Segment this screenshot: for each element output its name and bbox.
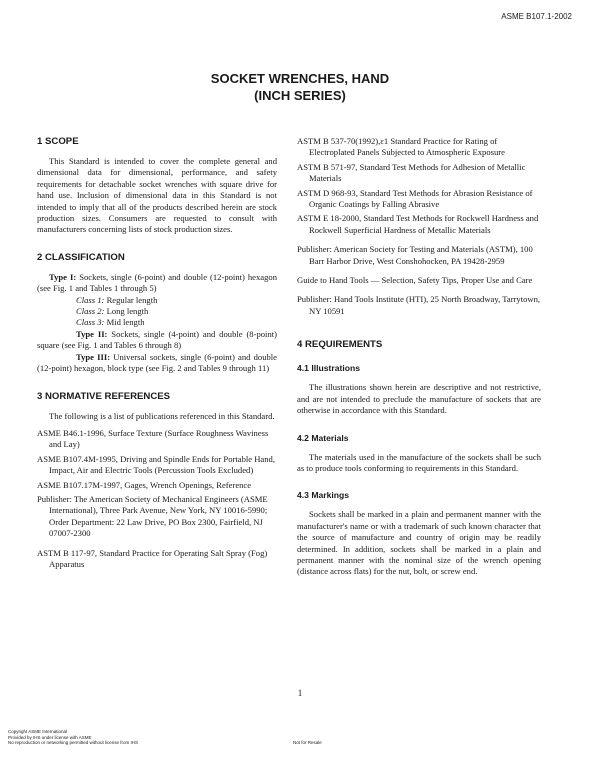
class-text: Mid length xyxy=(104,317,145,328)
reference-item: ASME B107.4M-1995, Driving and Spindle Ends for Portable Hand, Impact, Air and Electric Tools (Percussion Tools Excluded) xyxy=(37,453,275,476)
resale-notice: Not for Resale xyxy=(293,740,322,745)
class-text: Long length xyxy=(104,306,149,317)
class-label: Class 3: xyxy=(76,317,105,328)
reference-item: ASTM B 117-97, Standard Practice for Operating Salt Spray (Fog) Apparatus xyxy=(37,547,268,569)
subsection-heading: 4.1 Illustrations xyxy=(297,363,361,374)
reference-item: ASTM E 18-2000, Standard Test Methods for Rockwell Hardness and Rockwell Superficial Hardness of Metallic Materials xyxy=(297,213,539,235)
type-2-paragraph xyxy=(37,329,277,352)
reference-item: Publisher: The American Society of Mechanical Engineers (ASME International), Three Park Avenue, New York, NY 10016-5990; Order Department: 22 Law Drive, PO Box 2300, Fairfield, NJ 07007-2300 xyxy=(37,493,268,539)
references-continued xyxy=(297,136,541,317)
section-requirements xyxy=(297,339,541,577)
class-text: Regular length xyxy=(104,294,158,305)
type-3-paragraph xyxy=(37,352,277,375)
page-title xyxy=(0,70,600,104)
reference-item: Guide to Hand Tools — Selection, Safety Tips, Proper Use and Care xyxy=(297,275,533,286)
section-normative-references xyxy=(37,391,277,571)
left-column xyxy=(37,136,277,586)
section-heading: 2 CLASSIFICATION xyxy=(37,251,125,263)
footer-line: Provided by IHS under license with ASME xyxy=(8,734,92,740)
paragraph: Sockets shall be marked in a plain and permanent manner with the manufacturer's name or with a trademark of such known character that the source of manufacture and country of origin may be readily determined. In addition, sockets shall be marked in a plain and permanent manner with the nominal size of the wrench opening (distance across flats) for the nut, bolt, or screw end. xyxy=(297,509,541,577)
title-line-1: SOCKET WRENCHES, HAND xyxy=(210,71,390,86)
class-label: Class 2: xyxy=(76,306,105,317)
footer-line: No reproduction or networking permitted without license from IHS xyxy=(8,740,139,746)
class-item xyxy=(37,306,277,317)
paragraph: The illustrations shown herein are descriptive and not restrictive, and are not intended to preclude the manufacture of sockets that are otherwise in accordance with this Standard. xyxy=(297,382,541,416)
section-heading: 3 NORMATIVE REFERENCES xyxy=(37,390,171,402)
type-label: Type III: xyxy=(76,351,111,362)
class-item xyxy=(37,317,277,328)
reference-item: ASTM B 571-97, Standard Test Methods for Adhesion of Metallic Materials xyxy=(297,161,526,184)
type-text: Sockets, single (4-point) and double (8-point) square (see Fig. 1 and Tables 6 through 8) xyxy=(37,328,277,351)
reference-item: ASME B107.17M-1997, Gages, Wrench Openings, Reference xyxy=(37,479,252,490)
type-1-paragraph xyxy=(37,272,277,295)
section-heading: 4 REQUIREMENTS xyxy=(297,339,383,351)
paragraph: The following is a list of publications referenced in this Standard. xyxy=(49,410,275,421)
section-heading: 1 SCOPE xyxy=(37,136,79,147)
type-label: Type II: xyxy=(76,328,108,339)
page-number: 1 xyxy=(297,688,303,698)
subsection-heading: 4.2 Materials xyxy=(297,432,349,443)
paragraph: The materials used in the manufacture of the sockets shall be such as to produce tools conforming to requirements in this Standard. xyxy=(297,451,541,473)
subsection-heading: 4.3 Markings xyxy=(297,490,350,501)
reference-item: ASTM B 537-70(1992),ε1 Standard Practice for Rating of Electroplated Panels Subjected to Atmospheric Exposure xyxy=(297,136,505,158)
reference-item: ASTM D 968-93, Standard Test Methods for Abrasion Resistance of Organic Coatings by Falling Abrasive xyxy=(297,187,533,210)
reference-item: Publisher: American Society for Testing and Materials (ASTM), 100 Barr Harbor Drive, West Conshohocken, PA 19428-2959 xyxy=(297,244,533,266)
class-label: Class 1: xyxy=(76,294,105,305)
paragraph: This Standard is intended to cover the complete general and dimensional data for dimensional, performance, and safety requirements for detachable socket wrenches with square drive for hand use. Inclusion of dimensional data in this Standard is not intended to imply that all of the products described herein are stock production sizes. Consumers are requested to consult with manufacturers concerning lists of stock production sizes. xyxy=(37,156,277,235)
copyright-footer xyxy=(8,729,138,746)
reference-item: ASME B46.1-1996, Surface Texture (Surface Roughness Waviness and Lay) xyxy=(37,427,269,450)
class-item xyxy=(37,295,277,306)
section-scope xyxy=(37,136,277,236)
right-column xyxy=(297,136,541,594)
title-line-2: (INCH SERIES) xyxy=(254,88,346,103)
section-classification xyxy=(37,252,277,375)
footer-line: Copyright ASME International xyxy=(8,729,68,734)
reference-item: Publisher: Hand Tools Institute (HTI), 25 North Broadway, Tarrytown, NY 10591 xyxy=(297,294,541,316)
type-label: Type I: xyxy=(49,271,77,282)
document-id: ASME B107.1-2002 xyxy=(501,12,572,21)
type-text: Universal sockets, single (6-point) and double (12-point) hexagon, block type (see Fig. 2 and Tables 9 through 11) xyxy=(37,351,277,374)
type-text: Sockets, single (6-point) and double (12-point) hexagon (see Fig. 1 and Tables 1 through 5) xyxy=(37,271,277,294)
